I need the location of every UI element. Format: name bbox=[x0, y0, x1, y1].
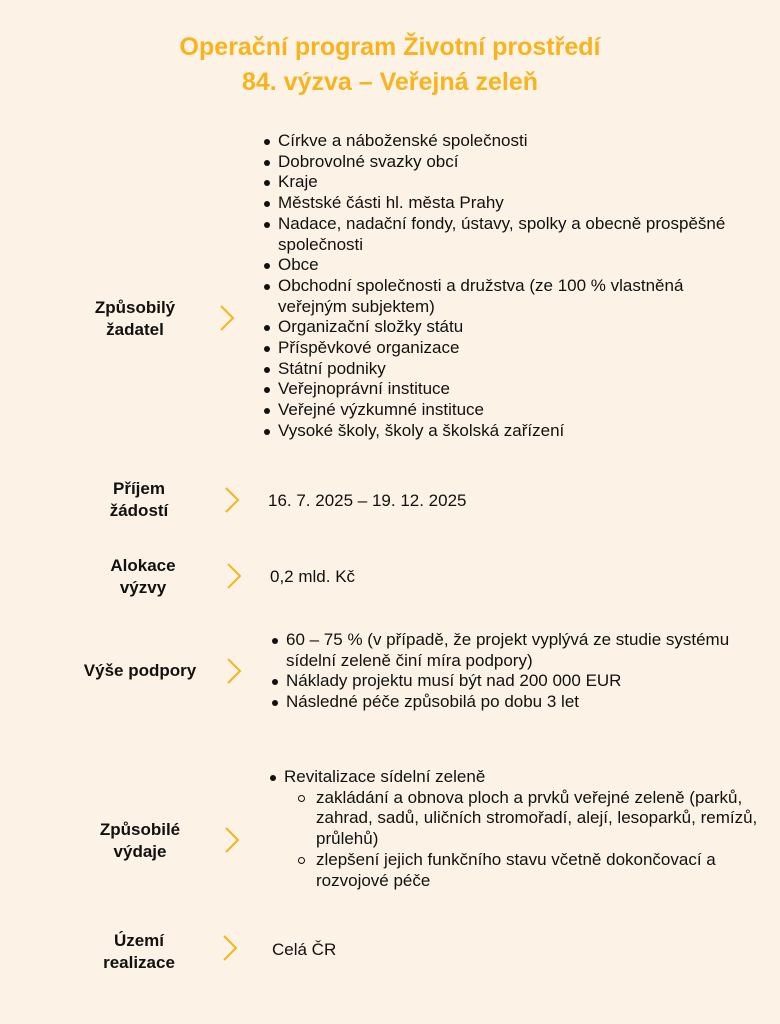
expenses-label: Způsobilé výdaje bbox=[99, 820, 181, 861]
chevron-right-icon bbox=[217, 304, 237, 332]
list-item: Následné péče způsobilá po dobu 3 let bbox=[270, 692, 750, 713]
chevron-right-icon bbox=[222, 486, 242, 514]
expenses-list bbox=[268, 767, 758, 891]
list-item: Státní podniky bbox=[262, 359, 752, 380]
territory-value: Celá ČR bbox=[272, 940, 337, 959]
chevron-right-icon bbox=[224, 562, 244, 590]
territory-label: Území realizace bbox=[103, 931, 175, 972]
chevron-right-icon bbox=[222, 826, 242, 854]
chevron-right-icon bbox=[224, 657, 244, 685]
support-list bbox=[270, 630, 750, 713]
support-label: Výše podpory bbox=[83, 661, 197, 680]
intake-value: 16. 7. 2025 – 19. 12. 2025 bbox=[268, 491, 467, 510]
list-item: Dobrovolné svazky obcí bbox=[262, 152, 752, 173]
list-item: Veřejnoprávní instituce bbox=[262, 379, 752, 400]
applicant-list bbox=[262, 131, 752, 442]
list-item: Nadace, nadační fondy, ústavy, spolky a obecně prospěšné společnosti bbox=[262, 214, 752, 255]
list-item: Obchodní společnosti a družstva (ze 100 % vlastněná veřejným subjektem) bbox=[262, 276, 752, 317]
page-title bbox=[0, 30, 780, 100]
list-item: Městské části hl. města Prahy bbox=[262, 193, 752, 214]
list-item: Obce bbox=[262, 255, 752, 276]
list-item: Církve a náboženské společnosti bbox=[262, 131, 752, 152]
list-item: Příspěvkové organizace bbox=[262, 338, 752, 359]
sub-list-item: zlepšení jejich funkčního stavu včetně dokončovací a rozvojové péče bbox=[298, 850, 758, 891]
list-item: Náklady projektu musí být nad 200 000 EUR bbox=[270, 671, 750, 692]
intake-label: Příjem žádostí bbox=[109, 479, 169, 520]
allocation-label: Alokace výzvy bbox=[110, 556, 176, 597]
list-item: Kraje bbox=[262, 172, 752, 193]
title-line-2: 84. výzva – Veřejná zeleň bbox=[241, 68, 539, 96]
title-line-1: Operační program Životní prostředí bbox=[179, 33, 601, 61]
list-item: Organizační složky státu bbox=[262, 317, 752, 338]
sub-list-item: zakládání a obnova ploch a prvků veřejné zeleně (parků, zahrad, sadů, uličních stromořadí, alejí, lesoparků, remízů, průlehů) bbox=[298, 788, 758, 850]
list-item: Veřejné výzkumné instituce bbox=[262, 400, 752, 421]
list-item: Vysoké školy, školy a školská zařízení bbox=[262, 421, 752, 442]
list-item: Revitalizace sídelní zeleně zakládání a obnova ploch a prvků veřejné zeleně (parků, zahrad, sadů, uličních stromořadí, alejí, lesoparků, remízů, průlehů) zlepšení jejich funkčního stavu včetně dokončovací a rozvojové péče bbox=[268, 767, 758, 891]
chevron-right-icon bbox=[220, 934, 240, 962]
list-item: 60 – 75 % (v případě, že projekt vyplývá ze studie systému sídelní zeleně činí míra podpory) bbox=[270, 630, 750, 671]
applicant-label: Způsobilý žadatel bbox=[94, 298, 176, 339]
allocation-value: 0,2 mld. Kč bbox=[270, 567, 356, 586]
